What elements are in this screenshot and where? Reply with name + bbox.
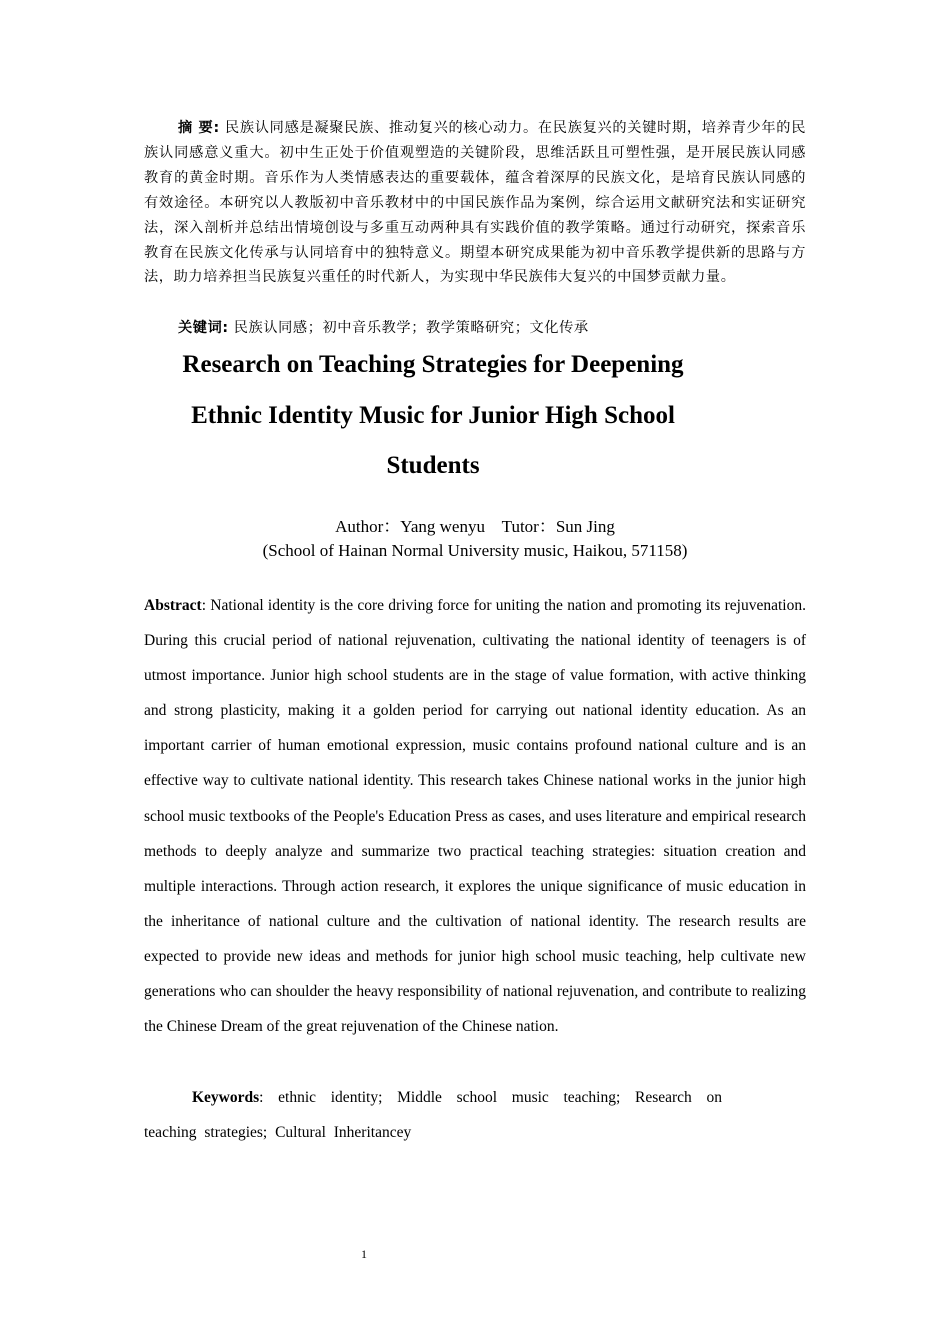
chinese-abstract-text: 民族认同感是凝聚民族、推动复兴的核心动力。在民族复兴的关键时期，培养青少年的民族认同感意义重大。初中生正处于价值观塑造的关键阶段，思维活跃且可塑性强，是开展民族认同感教育的黄金时期。音乐作为人类情感表达的重要载体，蕴含着深厚的民族文化，是培育民族认同感的有效途径。本研究以人教版初中音乐教材中的中国民族作品为案例，综合运用文献研究法和实证研究法，深入剖析并总结出情境创设与多重互动两种具有实践价值的教学策略。通过行动研究，探索音乐教育在民族文化传承与认同培育中的独特意义。期望本研究成果能为初中音乐教学提供新的思路与方法，助力培养担当民族复兴重任的时代新人，为实现中华民族伟大复兴的中国梦贡献力量。 xyxy=(144,120,806,286)
paper-title-line-1: Research on Teaching Strategies for Deepening xyxy=(182,351,684,378)
page-number: 1 xyxy=(361,1247,367,1261)
chinese-keywords-label: 关键词: xyxy=(178,320,229,336)
paper-title-line-3: Students xyxy=(386,452,480,479)
chinese-abstract-label: 摘 要: xyxy=(178,120,220,136)
english-abstract-label: Abstract xyxy=(144,597,202,614)
english-keywords-text: : ethnic identity; Middle school music teaching; Research on teaching strategies; Cultural Inheritancey xyxy=(144,1089,722,1142)
chinese-abstract xyxy=(144,116,806,290)
paper-title xyxy=(150,340,716,492)
english-keywords-label: Keywords xyxy=(192,1089,260,1106)
english-keywords xyxy=(144,1080,722,1150)
paper-title-line-2: Ethnic Identity Music for Junior High School xyxy=(191,401,675,429)
affiliation-line: (School of Hainan Normal University music, Haikou, 571158) xyxy=(262,541,688,560)
chinese-keywords-text: 民族认同感；初中音乐教学；教学策略研究；文化传承 xyxy=(228,320,589,336)
english-abstract xyxy=(144,588,806,1044)
chinese-keywords xyxy=(178,316,818,340)
english-abstract-text: : National identity is the core driving force for uniting the nation and promoting its rejuvenation. During this crucial period of national rejuvenation, cultivating the national identity of teenagers is of utmost importance. Junior high school students are in the stage of value formation, with active thinking and strong plasticity, making it a golden period for carrying out national identity education. As an important carrier of human emotional expression, music contains profound national culture and is an effective way to cultivate national identity. This research takes Chinese national works in the junior high school music textbooks of the People's Education Press as cases, and uses literature and empirical research methods to deeply analyze and summarize two practical teaching strategies: situation creation and multiple interactions. Through action research, it explores the unique significance of music education in the inheritance of national culture and the cultivation of national identity. The research results are expected to provide new ideas and methods for junior high school music teaching, help cultivate new generations who can shoulder the heavy responsibility of national rejuvenation, and contribute to realizing the Chinese Dream of the great rejuvenation of the Chinese nation. xyxy=(144,597,806,1036)
author-line: Author：Yang wenyu Tutor：Sun Jing xyxy=(335,517,615,536)
